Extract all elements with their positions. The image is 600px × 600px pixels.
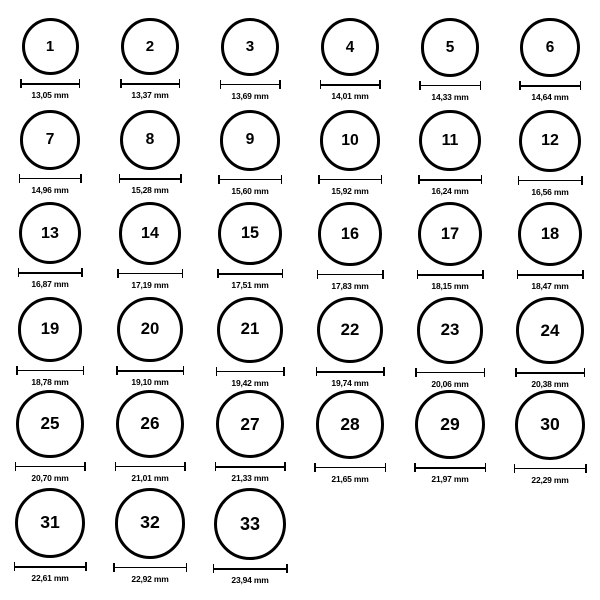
measure-tick-left	[117, 269, 119, 278]
measure-line	[515, 372, 585, 374]
measure-tick-right	[482, 270, 484, 279]
ring-circle	[320, 110, 381, 171]
measure-tick-left	[15, 462, 17, 471]
ring-circle	[115, 488, 186, 559]
ring-circle	[415, 390, 484, 459]
ring-size-label: 11	[441, 131, 459, 149]
ring-circle-wrapper	[200, 390, 300, 458]
ring-circle-wrapper	[300, 297, 400, 363]
ring-size-cell	[0, 18, 100, 100]
ring-size-cell	[100, 110, 200, 195]
ring-size-label: 33	[239, 514, 261, 534]
diameter-value-label: 19,42 mm	[231, 377, 269, 388]
measure-tick-left	[517, 270, 519, 279]
measure-line	[18, 272, 83, 274]
ring-size-label: 18	[540, 224, 560, 243]
ring-circle	[419, 110, 480, 171]
ring-circle-wrapper	[100, 390, 200, 458]
ring-size-cell	[500, 202, 600, 291]
measure-tick-left	[418, 175, 420, 184]
ring-size-cell	[100, 488, 200, 584]
measure-line	[113, 567, 187, 569]
ring-circle-wrapper	[400, 110, 500, 171]
measure-line	[218, 179, 282, 181]
ring-circle	[520, 18, 579, 77]
diameter-value-label: 20,06 mm	[431, 378, 469, 389]
ring-circle	[417, 297, 484, 364]
measure-line	[518, 180, 583, 182]
measure-tick-left	[419, 81, 421, 90]
measure-line	[517, 274, 584, 276]
ring-size-cell	[0, 488, 100, 583]
ring-size-cell	[200, 110, 300, 196]
measure-tick-right	[81, 268, 83, 277]
measure-line	[19, 178, 82, 180]
measure-tick-right	[180, 174, 182, 183]
ring-circle-wrapper	[200, 110, 300, 171]
diameter-measure-bar	[519, 81, 581, 90]
measure-tick-right	[581, 176, 583, 185]
diameter-measure-bar	[318, 175, 382, 184]
measure-tick-left	[217, 269, 219, 278]
ring-circle	[515, 390, 585, 460]
diameter-measure-bar	[117, 269, 183, 278]
ring-circle-wrapper	[400, 18, 500, 77]
ring-size-label: 12	[541, 131, 559, 149]
measure-tick-right	[484, 368, 486, 377]
ring-size-label: 26	[140, 413, 160, 434]
ring-size-cell	[400, 297, 500, 389]
ring-size-label: 19	[40, 319, 60, 339]
ring-size-label: 25	[40, 414, 60, 434]
measure-line	[414, 467, 486, 469]
measure-line	[115, 466, 186, 468]
ring-circle	[421, 18, 480, 77]
ring-circle	[318, 202, 382, 266]
measure-tick-left	[215, 462, 217, 471]
ring-circle	[218, 202, 281, 265]
ring-circle-wrapper	[300, 18, 400, 76]
ring-size-label: 15	[240, 224, 259, 243]
diameter-value-label: 18,15 mm	[431, 281, 469, 292]
ring-size-cell	[400, 202, 500, 291]
ring-circle-wrapper	[400, 390, 500, 459]
ring-circle	[18, 297, 83, 362]
ring-circle	[117, 297, 182, 362]
ring-size-label: 14	[141, 224, 159, 243]
ring-size-cell	[300, 110, 400, 196]
measure-tick-left	[213, 564, 215, 573]
diameter-measure-bar	[119, 174, 182, 183]
diameter-value-label: 22,29 mm	[531, 474, 569, 485]
diameter-measure-bar	[314, 463, 386, 472]
diameter-value-label: 22,92 mm	[131, 573, 169, 584]
ring-size-cell	[0, 202, 100, 289]
diameter-measure-bar	[15, 462, 86, 471]
measure-tick-left	[518, 176, 520, 185]
measure-tick-right	[383, 367, 385, 376]
ring-size-label: 7	[45, 131, 55, 149]
ring-circle-wrapper	[0, 390, 100, 458]
diameter-value-label: 13,37 mm	[131, 90, 169, 101]
ring-size-cell	[400, 18, 500, 102]
diameter-value-label: 20,38 mm	[531, 379, 569, 390]
ring-circle-wrapper	[200, 488, 300, 560]
diameter-measure-bar	[517, 270, 584, 279]
ring-size-label: 29	[440, 413, 460, 434]
ring-circle-wrapper	[100, 110, 200, 170]
measure-tick-right	[79, 79, 81, 88]
ring-size-cell	[400, 390, 500, 484]
ring-size-label: 30	[540, 414, 560, 435]
ring-size-cell	[100, 18, 200, 100]
ring-size-label: 28	[340, 413, 360, 434]
measure-tick-right	[585, 464, 587, 473]
ring-size-cell	[200, 202, 300, 290]
ring-size-label: 27	[240, 413, 260, 434]
diameter-value-label: 18,47 mm	[531, 281, 569, 292]
ring-circle-wrapper	[0, 202, 100, 264]
measure-tick-right	[481, 175, 483, 184]
diameter-measure-bar	[116, 366, 184, 375]
diameter-value-label: 14,64 mm	[531, 92, 569, 103]
diameter-measure-bar	[419, 81, 481, 90]
ring-circle	[216, 390, 284, 458]
measure-tick-right	[580, 81, 582, 90]
measure-tick-left	[16, 366, 18, 375]
measure-tick-right	[485, 463, 487, 472]
measure-tick-right	[83, 366, 85, 375]
measure-tick-right	[186, 563, 188, 572]
ring-circle-wrapper	[200, 18, 300, 76]
measure-tick-left	[514, 464, 516, 473]
measure-tick-left	[14, 562, 16, 571]
measure-line	[120, 83, 180, 85]
ring-circle	[217, 297, 283, 363]
ring-circle	[15, 488, 85, 558]
measure-tick-left	[515, 368, 517, 377]
measure-tick-left	[414, 463, 416, 472]
measure-tick-right	[379, 80, 381, 89]
ring-size-cell	[0, 110, 100, 195]
ring-circle	[120, 110, 180, 170]
diameter-measure-bar	[113, 563, 187, 572]
ring-circle	[22, 18, 79, 75]
diameter-value-label: 23,94 mm	[231, 575, 269, 585]
ring-circle-wrapper	[500, 390, 600, 460]
measure-tick-right	[480, 81, 482, 90]
ring-circle-wrapper	[500, 202, 600, 266]
ring-circle	[121, 18, 178, 75]
measure-line	[14, 566, 87, 568]
measure-line	[215, 466, 286, 468]
ring-circle-wrapper	[400, 297, 500, 364]
diameter-value-label: 14,33 mm	[431, 91, 469, 102]
measure-line	[117, 273, 183, 275]
measure-line	[419, 85, 481, 87]
ring-circle-wrapper	[300, 110, 400, 171]
ring-size-cell	[400, 110, 500, 196]
ring-circle-wrapper	[100, 297, 200, 362]
diameter-measure-bar	[417, 270, 484, 279]
ring-size-label: 4	[345, 38, 355, 56]
diameter-value-label: 15,60 mm	[231, 185, 269, 196]
ring-circle	[321, 18, 379, 76]
ring-circle	[418, 202, 482, 266]
measure-line	[519, 85, 581, 87]
measure-tick-left	[320, 80, 322, 89]
measure-line	[415, 372, 485, 374]
ring-size-label: 13	[41, 224, 59, 243]
diameter-value-label: 17,19 mm	[131, 279, 169, 290]
diameter-value-label: 15,92 mm	[331, 185, 369, 196]
measure-tick-left	[216, 367, 218, 376]
ring-circle-wrapper	[0, 18, 100, 75]
ring-circle-wrapper	[100, 202, 200, 265]
ring-circle-wrapper	[400, 202, 500, 266]
diameter-measure-bar	[216, 367, 285, 376]
diameter-measure-bar	[217, 269, 283, 278]
measure-tick-left	[120, 79, 122, 88]
ring-size-label: 16	[340, 224, 360, 243]
ring-circle	[221, 18, 279, 76]
diameter-value-label: 16,56 mm	[531, 186, 569, 197]
measure-line	[213, 568, 288, 570]
diameter-value-label: 21,65 mm	[331, 473, 369, 484]
measure-line	[216, 371, 285, 373]
ring-size-cell	[500, 110, 600, 197]
measure-tick-left	[20, 79, 22, 88]
ring-circle-wrapper	[200, 202, 300, 265]
ring-circle-wrapper	[100, 18, 200, 75]
ring-size-label: 32	[140, 512, 160, 533]
diameter-measure-bar	[215, 462, 286, 471]
ring-size-cell	[0, 390, 100, 483]
measure-line	[116, 370, 184, 372]
measure-line	[217, 273, 283, 275]
measure-tick-right	[80, 174, 82, 183]
ring-size-cell	[300, 297, 400, 388]
diameter-measure-bar	[213, 564, 288, 573]
measure-tick-right	[582, 270, 584, 279]
ring-size-label: 3	[245, 38, 255, 56]
ring-size-cell	[100, 297, 200, 387]
diameter-value-label: 21,33 mm	[231, 473, 269, 484]
measure-tick-left	[314, 463, 316, 472]
ring-circle	[220, 110, 281, 171]
ring-size-label: 17	[440, 224, 460, 243]
measure-tick-left	[519, 81, 521, 90]
diameter-measure-bar	[515, 368, 585, 377]
ring-size-label: 20	[140, 319, 160, 339]
measure-line	[514, 468, 587, 470]
ring-size-cell	[200, 488, 300, 585]
measure-line	[20, 83, 80, 85]
diameter-measure-bar	[220, 80, 281, 89]
ring-circle	[317, 297, 383, 363]
diameter-measure-bar	[518, 176, 583, 185]
measure-line	[314, 467, 386, 469]
measure-tick-right	[281, 175, 283, 184]
measure-line	[316, 371, 385, 373]
ring-circle-wrapper	[0, 110, 100, 170]
ring-circle	[316, 390, 385, 459]
measure-tick-left	[19, 174, 21, 183]
measure-tick-left	[220, 80, 222, 89]
diameter-measure-bar	[19, 174, 82, 183]
diameter-value-label: 21,01 mm	[131, 472, 169, 483]
measure-tick-right	[284, 462, 286, 471]
ring-size-label: 1	[45, 38, 55, 55]
diameter-value-label: 19,10 mm	[131, 377, 169, 388]
measure-tick-left	[113, 563, 115, 572]
measure-line	[418, 179, 482, 181]
ring-circle-wrapper	[500, 297, 600, 364]
ring-size-cell	[500, 297, 600, 389]
ring-size-cell	[200, 18, 300, 101]
measure-tick-right	[84, 462, 86, 471]
diameter-value-label: 22,61 mm	[31, 573, 69, 584]
measure-tick-left	[415, 368, 417, 377]
diameter-measure-bar	[16, 366, 84, 375]
ring-size-label: 2	[145, 38, 155, 56]
ring-circle-wrapper	[500, 110, 600, 172]
diameter-measure-bar	[120, 79, 180, 88]
ring-size-cell	[300, 390, 400, 484]
ring-size-label: 23	[440, 319, 460, 339]
ring-circle	[119, 202, 182, 265]
measure-tick-left	[316, 367, 318, 376]
diameter-measure-bar	[415, 368, 485, 377]
measure-tick-left	[218, 175, 220, 184]
diameter-value-label: 14,01 mm	[331, 91, 369, 102]
measure-tick-right	[182, 269, 184, 278]
measure-tick-right	[179, 79, 181, 88]
measure-tick-left	[119, 174, 121, 183]
ring-size-label: 5	[445, 38, 455, 56]
ring-circle-wrapper	[0, 297, 100, 362]
ring-circle-wrapper	[300, 202, 400, 266]
ring-circle	[214, 488, 286, 560]
ring-circle	[518, 202, 582, 266]
ring-circle-wrapper	[200, 297, 300, 363]
measure-tick-right	[381, 175, 383, 184]
diameter-value-label: 19,74 mm	[331, 378, 369, 389]
ring-size-label: 8	[145, 131, 155, 149]
ring-size-label: 10	[341, 131, 359, 149]
diameter-value-label: 17,83 mm	[331, 280, 369, 291]
measure-line	[417, 274, 484, 276]
diameter-measure-bar	[316, 367, 385, 376]
ring-size-cell	[200, 297, 300, 388]
measure-tick-left	[115, 462, 117, 471]
ring-size-label: 24	[540, 321, 560, 341]
measure-tick-left	[318, 175, 320, 184]
ring-circle	[20, 110, 80, 170]
diameter-value-label: 21,97 mm	[431, 474, 469, 485]
diameter-value-label: 16,87 mm	[31, 279, 69, 290]
measure-tick-right	[184, 462, 186, 471]
measure-tick-right	[279, 80, 281, 89]
measure-line	[220, 84, 281, 86]
ring-size-cell	[300, 18, 400, 101]
ring-circle	[19, 202, 81, 264]
diameter-value-label: 17,51 mm	[231, 280, 269, 291]
measure-tick-left	[116, 366, 118, 375]
measure-tick-left	[317, 270, 319, 279]
ring-size-label: 9	[245, 131, 255, 149]
ring-size-label: 22	[340, 319, 360, 339]
diameter-value-label: 15,28 mm	[131, 185, 169, 196]
measure-line	[119, 178, 182, 180]
diameter-measure-bar	[418, 175, 482, 184]
diameter-value-label: 16,24 mm	[431, 186, 469, 197]
measure-tick-right	[283, 367, 285, 376]
measure-line	[317, 274, 384, 276]
diameter-measure-bar	[414, 463, 486, 472]
ring-circle-wrapper	[0, 488, 100, 558]
diameter-value-label: 20,70 mm	[31, 472, 69, 483]
diameter-measure-bar	[115, 462, 186, 471]
measure-tick-right	[382, 270, 384, 279]
measure-tick-left	[18, 268, 20, 277]
ring-size-label: 21	[240, 319, 260, 339]
diameter-measure-bar	[317, 270, 384, 279]
ring-size-cell	[200, 390, 300, 483]
diameter-value-label: 13,69 mm	[231, 90, 269, 101]
measure-tick-right	[183, 366, 185, 375]
measure-tick-right	[85, 562, 87, 571]
measure-tick-right	[286, 564, 288, 573]
measure-tick-left	[417, 270, 419, 279]
measure-line	[318, 179, 382, 181]
ring-size-label: 31	[40, 512, 60, 533]
diameter-value-label: 14,96 mm	[31, 184, 69, 195]
diameter-measure-bar	[320, 80, 381, 89]
ring-circle	[519, 110, 581, 172]
diameter-measure-bar	[14, 562, 87, 571]
ring-size-cell	[100, 390, 200, 483]
ring-circle-wrapper	[500, 18, 600, 77]
measure-line	[320, 84, 381, 86]
ring-size-cell	[0, 297, 100, 387]
ring-circle	[516, 297, 583, 364]
ring-size-cell	[100, 202, 200, 290]
diameter-measure-bar	[18, 268, 83, 277]
diameter-measure-bar	[20, 79, 80, 88]
ring-size-cell	[300, 202, 400, 291]
measure-line	[15, 466, 86, 468]
measure-tick-right	[584, 368, 586, 377]
measure-line	[16, 370, 84, 372]
ring-size-label: 6	[545, 38, 555, 56]
diameter-value-label: 18,78 mm	[31, 376, 69, 387]
diameter-measure-bar	[514, 464, 587, 473]
diameter-measure-bar	[218, 175, 282, 184]
diameter-value-label: 13,05 mm	[31, 90, 69, 100]
ring-circle-wrapper	[300, 390, 400, 459]
ring-circle	[16, 390, 84, 458]
ring-size-cell	[500, 390, 600, 485]
ring-size-cell	[500, 18, 600, 102]
ring-circle-wrapper	[100, 488, 200, 559]
ring-circle	[116, 390, 184, 458]
measure-tick-right	[282, 269, 284, 278]
measure-tick-right	[385, 463, 387, 472]
